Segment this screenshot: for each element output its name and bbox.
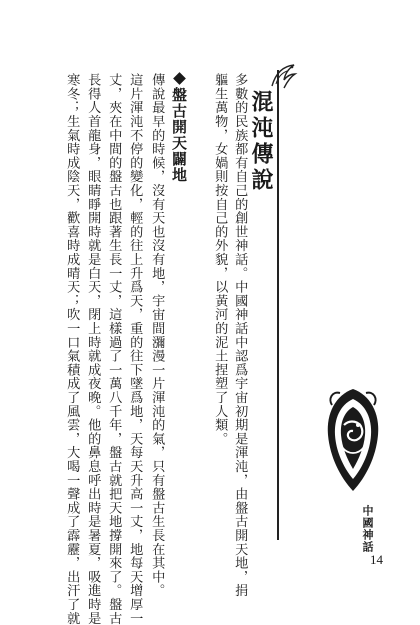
chapter-title: 混沌傳說	[248, 90, 274, 194]
body-column-4: 長得人首龍身，眼睛睜開時就是白天，閉上時就成夜晚。他的鼻息呼出時是暑夏，吸進時是	[85, 73, 101, 625]
body-column-3: 丈，夾在中間的盤古也跟著生長一丈，這樣過了一萬八千年，盤古就把天地撐開來了。盤古	[106, 73, 122, 625]
phoenix-ornament-icon	[268, 62, 298, 90]
section-heading-text: 盤古開天闢地	[170, 87, 188, 183]
section-heading	[171, 74, 186, 183]
intro-column-2: 軀生萬物，女媧則按自己的外貌，以黃河的泥土捏塑了人類。	[212, 73, 228, 446]
intro-column-1: 多數的民族都有自己的創世神話。中國神話中認爲宇宙初期是渾沌，由盤古開天地，捐	[232, 73, 248, 598]
running-head: 中國神話	[361, 505, 374, 553]
dragon-emblem-icon	[322, 385, 384, 495]
page-number: 14	[370, 552, 383, 567]
body-column-5: 寒冬；生氣時成陰天，歡喜時成晴天；吹一口氣積成了風雲，大喝一聲成了霹靂，出汗了就	[64, 73, 80, 625]
title-divider	[277, 70, 279, 540]
body-column-1: 傳說最早的時候，沒有天也沒有地，宇宙間瀰漫一片渾沌的氣，只有盤古生長在其中。	[149, 73, 165, 598]
body-column-2: 這片渾沌不停的變化，輕的往上升爲天，重的往下墜爲地，天每天升高一丈，地每天增厚一	[127, 73, 143, 625]
diamond-bullet-icon	[173, 72, 186, 85]
